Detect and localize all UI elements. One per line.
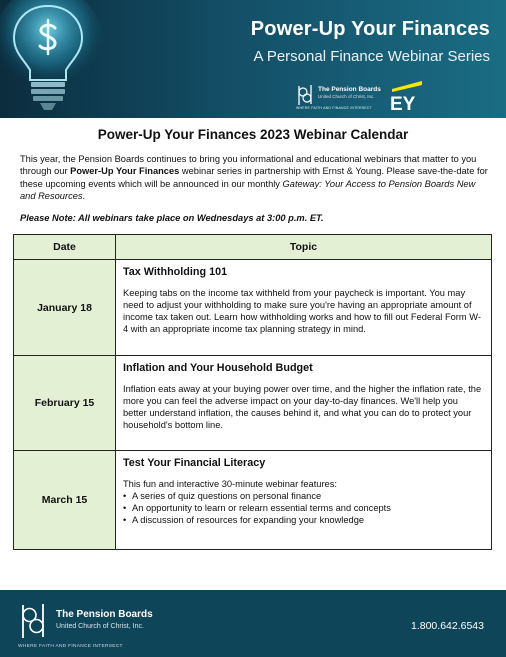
pension-boards-name: The Pension Boards: [318, 86, 381, 93]
webinar-title: Inflation and Your Household Budget: [123, 362, 313, 374]
footer-pension-boards-name: The Pension Boards: [56, 609, 153, 620]
table-row: [14, 451, 492, 550]
table-row: [14, 260, 492, 356]
intro-text-end: .: [82, 191, 86, 202]
ey-logo-text: EY: [390, 94, 416, 112]
intro-text-2: webinar series in partnership with Ernst & Young. Please save-the-date for these upcoming events which will be announced in our monthly: [20, 166, 488, 189]
webinar-topic: [116, 260, 492, 356]
intro-newsletter-name: Gateway: Your Access to Pension Boards New and Resources: [20, 178, 476, 202]
banner-title: Power-Up Your Finances: [250, 18, 490, 40]
intro-text-1: This year, the Pension Boards continues to bring you informational and educational webinars that matter to you through our: [20, 154, 477, 177]
pension-boards-logo: [296, 82, 381, 112]
webinar-title: Tax Withholding 101: [123, 266, 228, 278]
footer-bar: [0, 590, 506, 657]
schedule-note: Please Note: All webinars take place on Wednesdays at 3:00 p.m. ET.: [20, 213, 324, 223]
webinar-feature-list: [123, 490, 484, 526]
webinar-calendar-table: [13, 234, 492, 550]
footer-pension-boards-logo: [18, 602, 178, 648]
footer-tagline: WHERE FAITH AND FINANCE INTERSECT: [18, 644, 123, 649]
webinar-topic: [116, 451, 492, 550]
webinar-date: January 18: [14, 260, 116, 356]
webinar-date: March 15: [14, 451, 116, 550]
table-header-row: [14, 235, 492, 260]
ey-logo: [388, 80, 424, 112]
lightbulb-dollar-icon: [0, 0, 110, 118]
intro-paragraph: [20, 153, 488, 203]
topic-column-header: Topic: [116, 235, 492, 260]
page-title: Power-Up Your Finances 2023 Webinar Calendar: [97, 127, 409, 142]
webinar-description: Keeping tabs on the income tax withheld from your paycheck is important. You may need to adjust your withholding to make sure you're having an appropriate amount of income tax taken out. Learn how withholding works and how to fill out Federal Form W-4 with an appropriate income tax planning strategy in mind.: [123, 288, 481, 334]
list-item: • An opportunity to learn or relearn essential terms and concepts: [123, 502, 484, 514]
webinar-description: Inflation eats away at your buying power over time, and the higher the inflation rate, the more you can feel the adverse impact on your day-to-day finances. We'll help you better understand inflation, the causes behind it, and what you can do to protect your household's bottom line.: [123, 384, 482, 430]
list-item: • A discussion of resources for expanding your knowledge: [123, 514, 484, 526]
banner-subtitle: A Personal Finance Webinar Series: [253, 48, 490, 65]
footer-pension-boards-sub: United Church of Christ, Inc.: [56, 623, 144, 630]
webinar-description: [123, 478, 484, 526]
pension-boards-tagline: WHERE FAITH AND FINANCE INTERSECT: [296, 106, 372, 110]
pension-boards-mark-icon: [18, 602, 48, 640]
webinar-title: Test Your Financial Literacy: [123, 457, 266, 469]
webinar-topic: [116, 356, 492, 451]
date-column-header: Date: [14, 235, 116, 260]
list-item: • A series of quiz questions on personal finance: [123, 490, 484, 502]
phone-number: 1.800.642.6543: [411, 620, 484, 632]
webinar-intro-line: This fun and interactive 30-minute webinar features:: [123, 479, 337, 489]
pension-boards-sub: United Church of Christ, Inc.: [318, 94, 375, 99]
header-banner: [0, 0, 506, 118]
webinar-date: February 15: [14, 356, 116, 451]
pension-boards-mark-icon: [296, 84, 314, 106]
table-row: [14, 356, 492, 451]
intro-series-name: Power-Up Your Finances: [70, 166, 180, 177]
